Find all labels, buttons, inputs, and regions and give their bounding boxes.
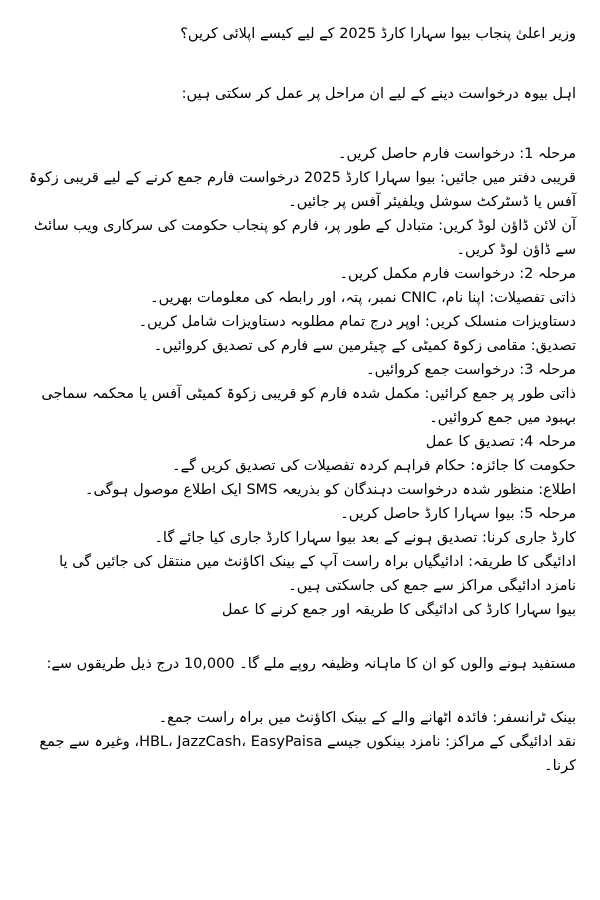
step-item: ذاتی تفصیلات: اپنا نام، CNIC نمبر، پتہ، اور رابطہ کی معلومات بھریں۔ <box>150 290 576 306</box>
intro-paragraph: اہل بیوہ درخواست دینے کے لیے ان مراحل پر عمل کر سکتی ہیں: <box>181 86 576 102</box>
step-2 <box>24 262 576 358</box>
step-heading: مرحلہ 4: تصدیق کا عمل <box>425 434 576 450</box>
payment-method-cash: نقد ادائیگی کے مراکز: نامزد بینکوں جیسے HBL، JazzCash، EasyPaisa، وغیرہ سے جمع کرنا۔ <box>39 734 576 774</box>
step-item: قریبی دفتر میں جائیں: بیوا سہارا کارڈ 2025 درخواست فارم جمع کرنے کے لیے قریبی زکوۃ آفس یا ڈسٹرکٹ سوشل ویلفیئر آفس پر جائیں۔ <box>28 170 576 210</box>
step-4 <box>24 430 576 502</box>
payment-intro: مستفید ہونے والوں کو ان کا ماہانہ وظیفہ روپے ملے گا۔ 10,000 درج ذیل طریقوں سے: <box>46 656 576 672</box>
page-title: وزیر اعلیٰ پنجاب بیوا سہارا کارڈ 2025 کے لیے کیسے اپلائی کریں؟ <box>180 26 576 42</box>
step-item: آن لائن ڈاؤن لوڈ کریں: متبادل کے طور پر، فارم کو پنجاب حکومت کی سرکاری ویب سائٹ سے ڈاؤن لوڈ کریں۔ <box>33 218 576 258</box>
payment-method-bank: بینک ٹرانسفر: فائدہ اٹھانے والے کے بینک اکاؤنٹ میں براہ راست جمع۔ <box>158 710 576 726</box>
step-heading: مرحلہ 2: درخواست فارم مکمل کریں۔ <box>339 266 576 282</box>
payment-methods <box>24 706 576 778</box>
step-3 <box>24 358 576 430</box>
step-item: ذاتی طور پر جمع کرائیں: مکمل شدہ فارم کو قریبی زکوۃ کمیٹی آفس یا محکمہ سماجی بہبود میں جمع کروائیں۔ <box>41 386 576 426</box>
step-item: دستاویزات منسلک کریں: اوپر درج تمام مطلوبہ دستاویزات شامل کریں۔ <box>138 314 576 330</box>
step-item: ادائیگی کا طریقہ: ادائیگیاں براہ راست آپ کے بینک اکاؤنٹ میں منتقل کی جائیں گی یا نامزد ادائیگی مراکز سے جمع کی جاسکتی ہیں۔ <box>59 554 576 594</box>
step-heading: مرحلہ 1: درخواست فارم حاصل کریں۔ <box>337 146 576 162</box>
step-5 <box>24 502 576 622</box>
step-item: بیوا سہارا کارڈ کی ادائیگی کا طریقہ اور جمع کرنے کا عمل <box>221 602 576 618</box>
article-body <box>24 22 576 778</box>
step-1 <box>24 142 576 262</box>
step-item: کارڈ جاری کرنا: تصدیق ہونے کے بعد بیوا سہارا کارڈ جاری کیا جائے گا۔ <box>154 530 576 546</box>
step-item: تصدیق: مقامی زکوۃ کمیٹی کے چیئرمین سے فارم کی تصدیق کروائیں۔ <box>153 338 576 354</box>
step-heading: مرحلہ 3: درخواست جمع کروائیں۔ <box>366 362 576 378</box>
step-item: حکومت کا جائزہ: حکام فراہم کردہ تفصیلات کی تصدیق کریں گے۔ <box>172 458 576 474</box>
step-heading: مرحلہ 5: بیوا سہارا کارڈ حاصل کریں۔ <box>340 506 576 522</box>
step-item: اطلاع: منظور شدہ درخواست دہندگان کو بذریعہ SMS ایک اطلاع موصول ہوگی۔ <box>85 482 576 498</box>
